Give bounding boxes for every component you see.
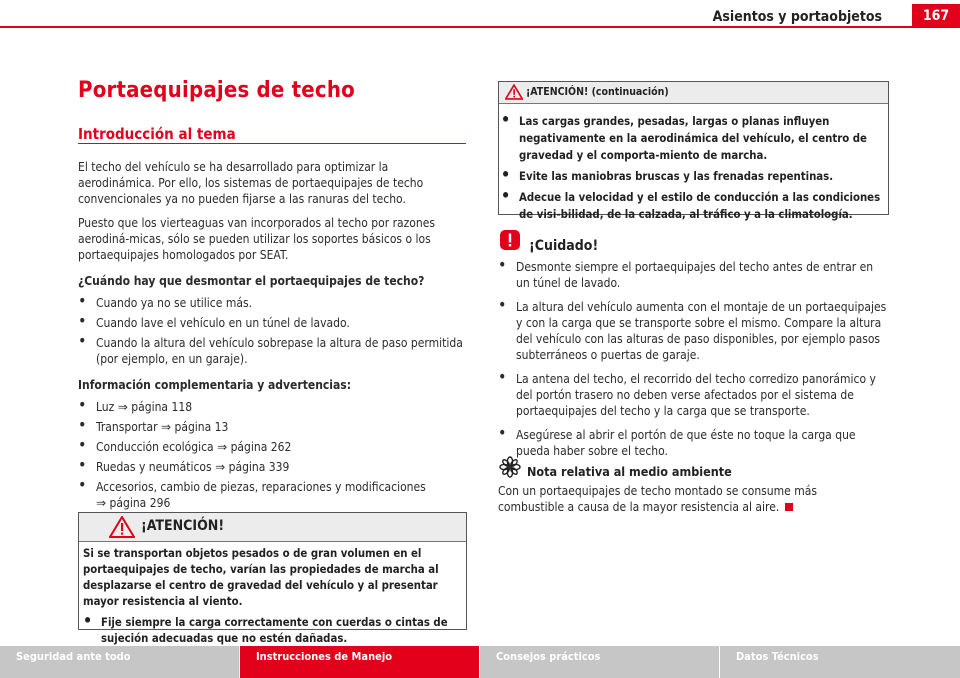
caution-list <box>498 259 888 459</box>
warning-continued-body <box>499 104 888 223</box>
warning-item: • Adecue la velocidad y el estilo de conducción a las condiciones de visi-bilidad, de la calzada, al tráfico y a la climatología. <box>501 189 884 223</box>
header-rule <box>0 26 960 28</box>
warning-item: • Fije siempre la carga correctamente con cuerdas o cintas de sujeción adecuadas que no estén dañadas. <box>83 615 460 647</box>
page-title: Portaequipajes de techo <box>78 78 355 103</box>
environment-title: Nota relativa al medio ambiente <box>527 464 732 479</box>
intro-paragraph-2: Puesto que los vierteaguas van incorporados al techo por razones aerodiná-micas, sólo se pueden utilizar los soportes básicos o los portaequipajes homologados por SEAT. <box>78 216 436 262</box>
page-link[interactable]: página 118 <box>131 400 193 414</box>
warning-triangle-icon <box>109 516 135 538</box>
section-title: Asientos y portaobjetos <box>712 9 882 25</box>
section-subtitle: Introducción al tema <box>78 125 236 143</box>
intro-paragraph-1: El techo del vehículo se ha desarrollado para optimizar la aerodinámica. Por ello, los sistemas de portaequipajes de techo convencionales ya no pueden fijarse a las ranuras del techo. <box>78 160 424 206</box>
list-item: • Ruedas y neumáticos ⇒ página 339 <box>78 459 468 475</box>
caution-item: • La antena del techo, el recorrido del techo corredizo panorámico y del portón trasero no deben verse afectados por el sistema de portaequipajes del techo y la carga que se transporte. <box>498 371 888 419</box>
end-marker-icon <box>785 503 793 511</box>
page-link[interactable]: página 262 <box>230 440 292 454</box>
warning-triangle-icon <box>505 84 523 100</box>
warning-body <box>79 542 466 647</box>
warning-continued-box <box>498 81 889 221</box>
warning-item: • Las cargas grandes, pesadas, largas o planas influyen negativamente en la aerodinámica del vehículo, el centro de gravedad y el comporta-miento de marcha. <box>501 113 884 164</box>
footer-tab-safety[interactable]: Seguridad ante todo <box>0 646 239 678</box>
list-item: • Conducción ecológica ⇒ página 262 <box>78 439 468 455</box>
leaf-icon <box>499 456 521 478</box>
warning-box <box>78 512 467 645</box>
caution-item: • La altura del vehículo aumenta con el montaje de un portaequipajes y con la carga que se transporte sobre el mismo. Compare la altura del vehículo con las alturas de paso disponibles, por ejemplo pasos subterráneos o puertas de garaje. <box>498 299 888 363</box>
caution-icon <box>499 229 521 251</box>
environment-text: Con un portaequipajes de techo montado se consume más combustible a causa de la mayor resistencia al aire. <box>498 484 817 514</box>
list-item: • Luz ⇒ página 118 <box>78 399 468 415</box>
warning-continued-header <box>499 82 888 104</box>
warning-item: • Evite las maniobras bruscas y las frenadas repentinas. <box>501 168 884 185</box>
list-item: • Transportar ⇒ página 13 <box>78 419 468 435</box>
subtitle-rule <box>78 143 466 144</box>
warning-continued-title: ¡ATENCIÓN! (continuación) <box>526 86 669 98</box>
page-link[interactable]: página 296 <box>109 496 171 510</box>
footer-tab-operation[interactable]: Instrucciones de Manejo <box>240 646 479 678</box>
list-item: • Cuando la altura del vehículo sobrepase la altura de paso permitida (por ejemplo, en un garaje). <box>78 335 468 367</box>
environment-note <box>498 483 878 515</box>
left-column <box>78 159 468 511</box>
list-item: • Accesorios, cambio de piezas, reparaciones y modificaciones ⇒ página 296 <box>78 479 468 511</box>
page-link[interactable]: página 339 <box>228 460 290 474</box>
info-heading: Información complementaria y advertencias: <box>78 378 352 392</box>
page-link[interactable]: página 13 <box>174 420 229 434</box>
caution-title: ¡Cuidado! <box>529 238 599 254</box>
caution-item: • Asegúrese al abrir el portón de que éste no toque la carga que pueda haber sobre el techo. <box>498 427 888 459</box>
warning-paragraph: Si se transportan objetos pesados o de gran volumen en el portaequipajes de techo, varían las propiedades de marcha al desplazarse el centro de gravedad del vehículo y al presentar mayor resistencia al viento. <box>83 547 439 608</box>
list-item: • Cuando lave el vehículo en un túnel de lavado. <box>78 315 468 331</box>
warning-header <box>79 513 466 542</box>
when-heading: ¿Cuándo hay que desmontar el portaequipajes de techo? <box>78 274 425 288</box>
footer-tab-technical-data[interactable]: Datos Técnicos <box>720 646 960 678</box>
footer-tab-tips[interactable]: Consejos prácticos <box>480 646 719 678</box>
list-item: • Cuando ya no se utilice más. <box>78 295 468 311</box>
warning-title: ¡ATENCIÓN! <box>141 518 225 534</box>
page-number: 167 <box>912 4 960 28</box>
caution-item: • Desmonte siempre el portaequipajes del techo antes de entrar en un túnel de lavado. <box>498 259 888 291</box>
